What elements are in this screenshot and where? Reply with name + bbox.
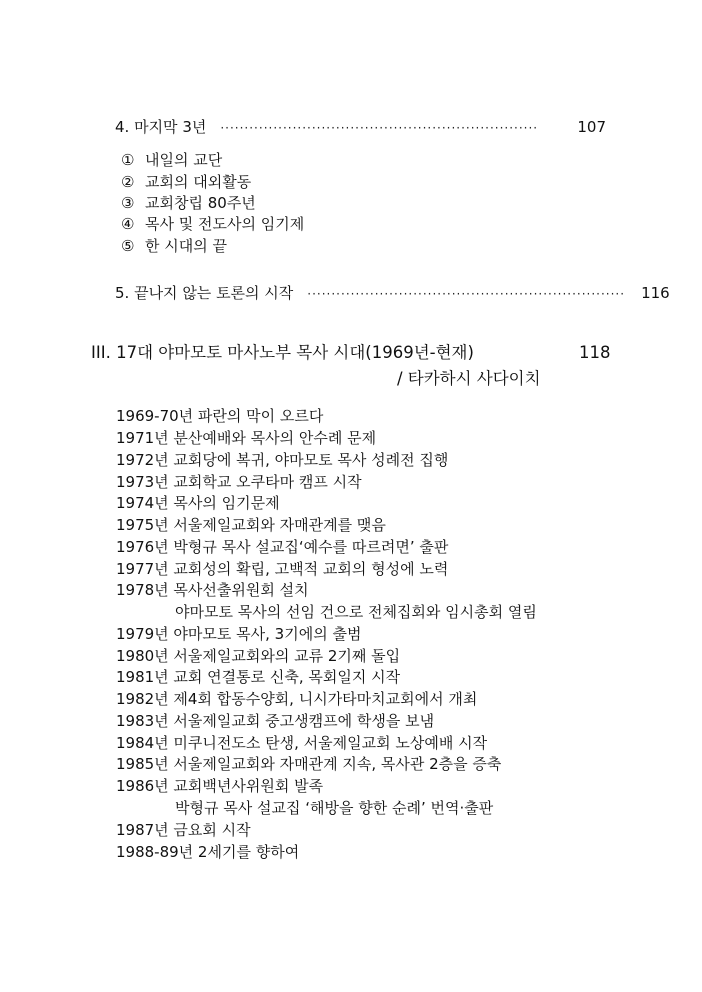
history-item: 1976년 박형규 목사 설교집‘예수를 따르려면’ 출판: [116, 538, 449, 556]
circled-number: ②: [121, 173, 135, 191]
history-item: 1969-70년 파란의 막이 오르다: [116, 407, 324, 425]
sub-item: [121, 150, 222, 170]
history-item: 1974년 목사의 임기문제: [116, 494, 280, 512]
history-item: 1975년 서울제일교회와 자매관계를 맺음: [116, 516, 386, 534]
history-item: 1978년 목사선출위원회 설치: [116, 581, 309, 599]
history-item: 1985년 서울제일교회와 자매관계 지속, 목사관 2층을 증축: [116, 755, 502, 773]
history-item: 1971년 분산예배와 목사의 안수례 문제: [116, 429, 377, 447]
history-item: 1980년 서울제일교회와의 교류 2기째 돌입: [116, 647, 401, 665]
history-item: 1979년 야마모토 목사, 3기에의 출범: [116, 625, 362, 643]
history-item-continuation: 야마모토 목사의 선임 건으로 전체집회와 임시총회 열림: [175, 603, 537, 621]
dot-leader: ··································································: [307, 287, 626, 301]
circled-number: ①: [121, 151, 135, 169]
history-item: 1983년 서울제일교회 중고생캠프에 학생을 보냄: [116, 712, 435, 730]
history-item-continuation: 박형규 목사 설교집 ‘해방을 향한 순례’ 번역·출판: [175, 799, 494, 817]
dot-leader: ··································································: [220, 121, 539, 135]
sub-item: [121, 172, 251, 192]
toc-entry-section5: [115, 283, 670, 304]
sub-item-text: 목사 및 전도사의 임기제: [145, 215, 305, 233]
toc-entry-section4: [115, 117, 606, 138]
history-item: 1977년 교회성의 확립, 고백적 교회의 형성에 노력: [116, 560, 449, 578]
toc-page-number: 107: [577, 118, 606, 136]
sub-item: [121, 214, 304, 234]
circled-number: ⑤: [121, 237, 135, 255]
chapter-page-number: 118: [579, 343, 611, 362]
sub-item: [121, 193, 256, 213]
toc-title: 5. 끝나지 않는 토론의 시작: [115, 284, 294, 302]
chapter-author: / 타카하시 사다이치: [397, 369, 541, 388]
sub-item-text: 교회창립 80주년: [145, 194, 256, 212]
toc-title: 4. 마지막 3년: [115, 118, 207, 136]
history-item: 1973년 교회학교 오쿠타마 캠프 시작: [116, 473, 362, 491]
toc-page-number: 116: [641, 284, 670, 302]
history-item: 1972년 교회당에 복귀, 야마모토 목사 성례전 집행: [116, 451, 449, 469]
sub-item-text: 내일의 교단: [145, 151, 223, 169]
history-item: 1984년 미쿠니전도소 탄생, 서울제일교회 노상예배 시작: [116, 734, 488, 752]
history-item: 1988-89년 2세기를 향하여: [116, 843, 300, 861]
circled-number: ③: [121, 194, 135, 212]
sub-item-text: 교회의 대외활동: [145, 173, 252, 191]
history-item: 1981년 교회 연결통로 신축, 목회일지 시작: [116, 668, 401, 686]
circled-number: ④: [121, 215, 135, 233]
history-item: 1982년 제4회 합동수양회, 니시가타마치교회에서 개최: [116, 690, 478, 708]
sub-item: [121, 236, 227, 256]
chapter-title: III. 17대 야마모토 마사노부 목사 시대(1969년-현재): [91, 343, 474, 362]
sub-item-text: 한 시대의 끝: [145, 237, 227, 255]
history-item: 1987년 금요회 시작: [116, 821, 251, 839]
history-item: 1986년 교회백년사위원회 발족: [116, 777, 324, 795]
